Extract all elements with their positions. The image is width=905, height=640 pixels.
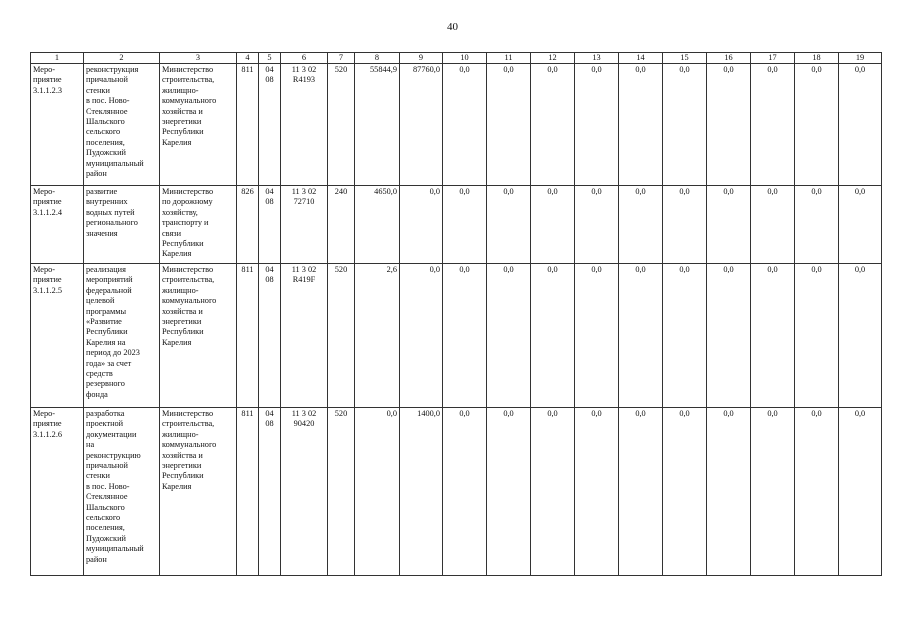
column-header-11: 11	[487, 53, 531, 64]
header-row	[31, 53, 882, 64]
value-cell: 0,0	[707, 186, 751, 264]
value-cell: 0,0	[663, 264, 707, 408]
code-cell: 811	[237, 264, 259, 408]
value-cell: 0,0	[839, 64, 882, 186]
value-cell: 0,0	[663, 64, 707, 186]
value-cell: 0,0	[619, 264, 663, 408]
column-header-2: 2	[84, 53, 160, 64]
executor-cell: Министерство строительства, жилищно- коммунального хозяйства и энергетики Республики Карелия	[160, 408, 237, 576]
value-cell: 0,0	[795, 186, 839, 264]
column-header-10: 10	[443, 53, 487, 64]
column-header-19: 19	[839, 53, 882, 64]
measure-name-cell: реконструкция причальной стенки в пос. Ново- Стеклянное Шальского сельского поселения, Пудожский муниципальный район	[84, 64, 160, 186]
target-article-cell: 11 3 02 90420	[281, 408, 328, 576]
value-cell: 0,0	[795, 64, 839, 186]
expense-type-cell: 520	[328, 64, 355, 186]
value-cell: 0,0	[487, 186, 531, 264]
value-cell: 0,0	[707, 264, 751, 408]
column-header-14: 14	[619, 53, 663, 64]
executor-cell: Министерство по дорожному хозяйству, транспорту и связи Республики Карелия	[160, 186, 237, 264]
value-cell: 0,0	[619, 186, 663, 264]
section-cell: 04 08	[259, 264, 281, 408]
value-cell: 0,0	[531, 264, 575, 408]
column-header-5: 5	[259, 53, 281, 64]
section-cell: 04 08	[259, 64, 281, 186]
value-cell: 0,0	[487, 64, 531, 186]
value-cell: 0,0	[619, 408, 663, 576]
value-cell: 0,0	[839, 186, 882, 264]
executor-cell: Министерство строительства, жилищно- коммунального хозяйства и энергетики Республики Карелия	[160, 264, 237, 408]
budget-table	[30, 52, 882, 576]
value-cell: 0,0	[795, 264, 839, 408]
value-cell: 1400,0	[400, 408, 443, 576]
value-cell: 0,0	[443, 186, 487, 264]
value-cell: 0,0	[795, 408, 839, 576]
value-cell: 0,0	[443, 64, 487, 186]
measure-id-cell: Меро- приятие 3.1.1.2.3	[31, 64, 84, 186]
column-header-13: 13	[575, 53, 619, 64]
value-cell: 0,0	[355, 408, 400, 576]
value-cell: 0,0	[531, 408, 575, 576]
value-cell: 0,0	[531, 186, 575, 264]
measure-id-cell: Меро- приятие 3.1.1.2.5	[31, 264, 84, 408]
value-cell: 4650,0	[355, 186, 400, 264]
value-cell: 0,0	[443, 408, 487, 576]
column-header-7: 7	[328, 53, 355, 64]
value-cell: 0,0	[751, 186, 795, 264]
value-cell: 0,0	[575, 408, 619, 576]
column-header-17: 17	[751, 53, 795, 64]
measure-id-cell: Меро- приятие 3.1.1.2.6	[31, 408, 84, 576]
value-cell: 0,0	[663, 186, 707, 264]
expense-type-cell: 240	[328, 186, 355, 264]
value-cell: 0,0	[487, 408, 531, 576]
value-cell: 0,0	[663, 408, 707, 576]
value-cell: 0,0	[400, 264, 443, 408]
code-cell: 811	[237, 64, 259, 186]
executor-cell: Министерство строительства, жилищно- коммунального хозяйства и энергетики Республики Карелия	[160, 64, 237, 186]
measure-name-cell: реализация мероприятий федеральной целевой программы «Развитие Республики Карелия на период до 2023 года» за счет средств резервного фонда	[84, 264, 160, 408]
measure-id-cell: Меро- приятие 3.1.1.2.4	[31, 186, 84, 264]
section-cell: 04 08	[259, 408, 281, 576]
value-cell: 0,0	[487, 264, 531, 408]
value-cell: 0,0	[575, 186, 619, 264]
target-article-cell: 11 3 02 R4193	[281, 64, 328, 186]
page-number: 40	[447, 21, 458, 33]
value-cell: 0,0	[619, 64, 663, 186]
expense-type-cell: 520	[328, 264, 355, 408]
value-cell: 0,0	[839, 408, 882, 576]
value-cell: 87760,0	[400, 64, 443, 186]
value-cell: 0,0	[443, 264, 487, 408]
table-row	[31, 186, 882, 264]
column-header-1: 1	[31, 53, 84, 64]
column-header-3: 3	[160, 53, 237, 64]
column-header-18: 18	[795, 53, 839, 64]
measure-name-cell: развитие внутренних водных путей регионального значения	[84, 186, 160, 264]
value-cell: 0,0	[707, 408, 751, 576]
value-cell: 0,0	[751, 264, 795, 408]
table-row	[31, 64, 882, 186]
column-header-9: 9	[400, 53, 443, 64]
table-row	[31, 408, 882, 576]
value-cell: 0,0	[575, 64, 619, 186]
column-header-15: 15	[663, 53, 707, 64]
target-article-cell: 11 3 02 R419F	[281, 264, 328, 408]
value-cell: 0,0	[839, 264, 882, 408]
column-header-8: 8	[355, 53, 400, 64]
target-article-cell: 11 3 02 72710	[281, 186, 328, 264]
section-cell: 04 08	[259, 186, 281, 264]
value-cell: 0,0	[575, 264, 619, 408]
value-cell: 0,0	[400, 186, 443, 264]
value-cell: 2,6	[355, 264, 400, 408]
value-cell: 0,0	[707, 64, 751, 186]
table-row	[31, 264, 882, 408]
value-cell: 0,0	[531, 64, 575, 186]
value-cell: 0,0	[751, 64, 795, 186]
value-cell: 55844,9	[355, 64, 400, 186]
column-header-12: 12	[531, 53, 575, 64]
code-cell: 811	[237, 408, 259, 576]
column-header-4: 4	[237, 53, 259, 64]
column-header-6: 6	[281, 53, 328, 64]
measure-name-cell: разработка проектной документации на реконструкцию причальной стенки в пос. Ново- Стеклянное Шальского сельского поселения, Пудожский муниципальный район	[84, 408, 160, 576]
expense-type-cell: 520	[328, 408, 355, 576]
code-cell: 826	[237, 186, 259, 264]
value-cell: 0,0	[751, 408, 795, 576]
column-header-16: 16	[707, 53, 751, 64]
